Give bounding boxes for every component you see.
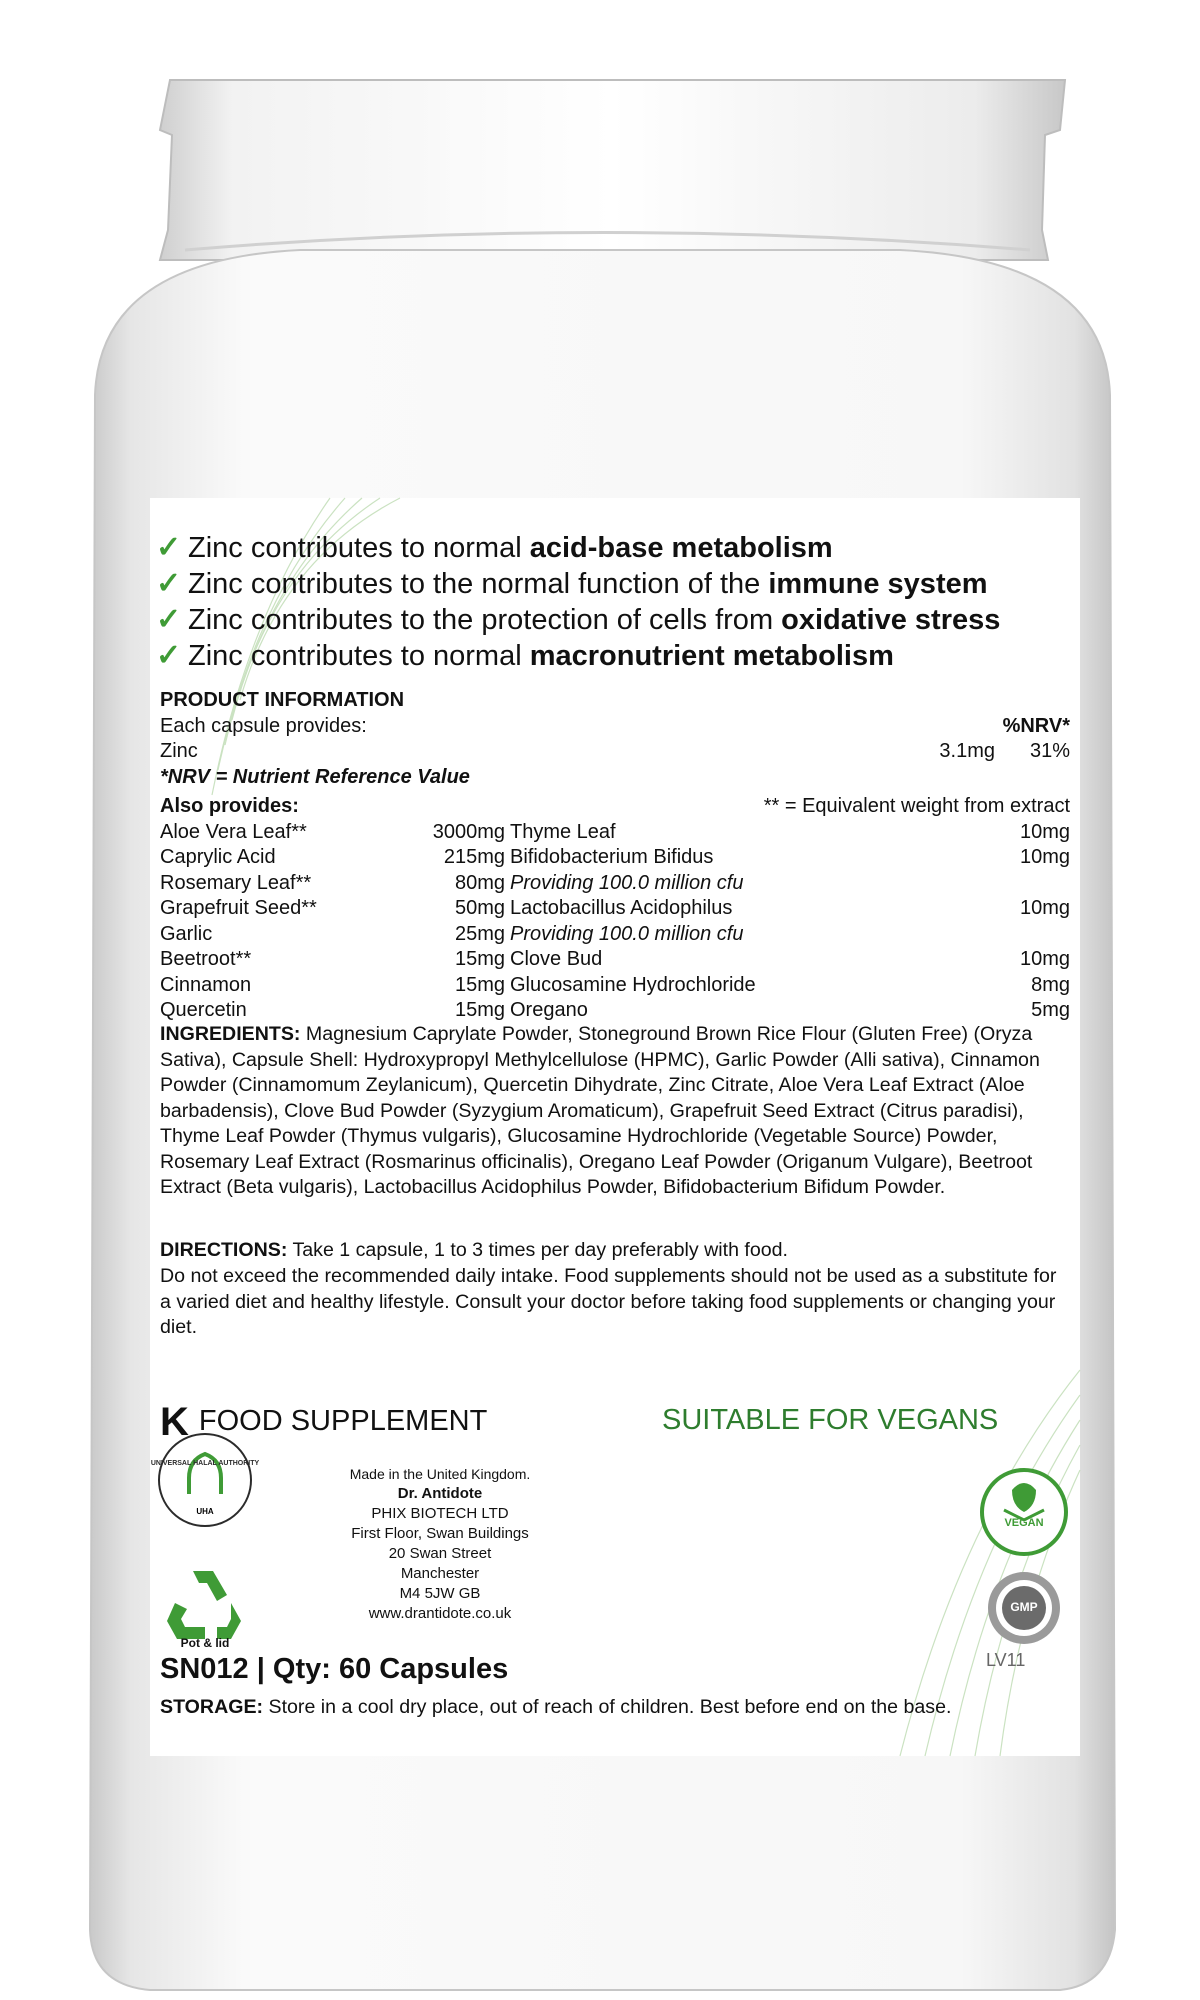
- manufacturer-address: Made in the United Kingdom. Dr. Antidote PHIX BIOTECH LTD First Floor, Swan Buildings 20 Swan Street Manchester M4 5JW GB www.drantidote.co.uk: [349, 1466, 531, 1622]
- ingredient-name: Cinnamon: [160, 973, 252, 996]
- ingredient-name: Beetroot**: [160, 948, 252, 970]
- lv-code: LV11: [986, 1650, 1026, 1670]
- check-icon: ✓: [156, 567, 182, 600]
- ingredients-paragraph: INGREDIENTS: Magnesium Caprylate Powder, Stoneground Brown Rice Flour (Gluten Free) (Oryza Sativa), Capsule Shell: Hydroxypropyl Methylcellulose (HPMC), Garlic Powder (Alli sativa), Cinnamon Powder (Cinnamomum Zeylanicum), Quercetin Dihydrate, Zinc Citrate, Aloe Vera Leaf Extract (Aloe barbadensis), Clove Bud Powder (Syzygium Aromaticum), Grapefruit Seed Extract (Citrus paradisi), Thyme Leaf Powder (Thymus vulgaris), Glucosamine Hydrochloride (Vegetable Source) Powder, Rosemary Leaf Extract (Rosmarinus officinalis), Oregano Leaf Powder (Origanum Vulgare), Beetroot Extract (Beta vulgaris), Lactobacillus Acidophilus Powder, Bifidobacterium Bifidum Powder.: [160, 1023, 1040, 1198]
- also-provides-row: [160, 871, 1070, 897]
- ingredient-name: Rosemary Leaf**: [160, 871, 312, 894]
- also-provides-row: [160, 947, 1070, 973]
- zinc-nrv: 31%: [1029, 740, 1070, 762]
- zinc-name: Zinc: [160, 740, 198, 762]
- ingredient-amount: 15mg: [454, 973, 505, 996]
- also-provides-row: [160, 922, 1070, 948]
- health-claims: [156, 530, 1086, 674]
- each-capsule-label: Each capsule provides:: [160, 714, 367, 737]
- ingredient-amount: 15mg: [454, 948, 505, 970]
- ingredient-amount: 10mg: [1019, 820, 1070, 843]
- ingredient-amount: 10mg: [1019, 897, 1070, 919]
- pot-lid-label: Pot & lid: [180, 1636, 230, 1650]
- check-icon: ✓: [156, 639, 182, 672]
- check-icon: ✓: [156, 531, 182, 564]
- ingredient-amount: 80mg: [454, 871, 505, 894]
- also-provides-row: [160, 820, 1070, 846]
- nrv-header: %NRV*: [1002, 714, 1070, 737]
- claim-macronutrient: ✓ Zinc contributes to normal macronutrient metabolism: [156, 639, 894, 672]
- ingredient-name: Aloe Vera Leaf**: [160, 820, 307, 843]
- zinc-amount: 3.1mg: [939, 740, 995, 762]
- ingredient-name: Garlic: [160, 922, 213, 945]
- equiv-note: ** = Equivalent weight from extract: [763, 795, 1070, 817]
- product-label: [150, 498, 1080, 1756]
- claim-oxidative: ✓ Zinc contributes to the protection of cells from oxidative stress: [156, 603, 1001, 636]
- check-icon: ✓: [156, 603, 182, 636]
- ingredient-amount: 5mg: [1031, 999, 1070, 1021]
- ingredient-amount: 10mg: [1019, 846, 1070, 868]
- also-provides-list: [160, 820, 1070, 1024]
- claim-acid-base: ✓ Zinc contributes to normal acid-base metabolism: [156, 531, 833, 564]
- ingredient-name: Providing 100.0 million cfu: [510, 922, 744, 945]
- ingredient-amount: 3000mg: [432, 820, 505, 843]
- also-provides-row: [160, 973, 1070, 999]
- sku-quantity: SN012 | Qty: 60 Capsules: [160, 1653, 509, 1685]
- ingredient-amount: 50mg: [454, 897, 505, 919]
- ingredient-name: Clove Bud: [510, 948, 603, 970]
- vegan-badge-label: VEGAN: [1004, 1517, 1044, 1529]
- also-provides-row: [160, 896, 1070, 922]
- ingredient-name: Glucosamine Hydrochloride: [510, 973, 756, 996]
- directions-paragraph: DIRECTIONS: Take 1 capsule, 1 to 3 times per day preferably with food.: [160, 1239, 789, 1261]
- ingredient-name: Providing 100.0 million cfu: [510, 871, 744, 894]
- ingredient-amount: 10mg: [1019, 948, 1070, 970]
- product-info-heading: PRODUCT INFORMATION: [160, 689, 405, 711]
- suitable-vegans-text: SUITABLE FOR VEGANS: [662, 1404, 999, 1436]
- product-information: [160, 688, 1070, 1024]
- ingredient-amount: 15mg: [454, 999, 505, 1021]
- ingredient-name: Quercetin: [160, 999, 247, 1021]
- brand-k-logo: K: [160, 1400, 189, 1444]
- ingredient-name: Oregano: [510, 999, 588, 1021]
- gmp-badge-label: GMP: [1010, 1600, 1038, 1614]
- also-provides-row: [160, 845, 1070, 871]
- ingredient-name: Grapefruit Seed**: [160, 897, 317, 919]
- ingredient-name: Thyme Leaf: [510, 820, 616, 843]
- ingredient-name: Bifidobacterium Bifidus: [510, 846, 714, 868]
- food-supplement-heading: K FOOD SUPPLEMENT: [160, 1400, 488, 1444]
- warning-paragraph: Do not exceed the recommended daily intake. Food supplements should not be used as a substitute for a varied diet and healthy lifestyle. Consult your doctor before taking food supplements or changing your diet.: [160, 1265, 1057, 1338]
- claim-immune: ✓ Zinc contributes to the normal function of the immune system: [156, 567, 988, 600]
- halal-text: UNIVERSAL HALAL AUTHORITY: [150, 1460, 260, 1467]
- ingredient-amount: 8mg: [1031, 973, 1070, 996]
- storage-text: STORAGE: Store in a cool dry place, out of reach of children. Best before end on the base.: [160, 1696, 952, 1718]
- also-provides-label: Also provides:: [160, 795, 299, 817]
- svg-text:UHA: UHA: [196, 1507, 214, 1516]
- ingredient-amount: 215mg: [443, 846, 505, 868]
- ingredient-amount: 25mg: [454, 922, 505, 945]
- also-provides-row: [160, 998, 1070, 1024]
- ingredient-name: Caprylic Acid: [160, 846, 276, 868]
- nrv-note: *NRV = Nutrient Reference Value: [160, 765, 470, 788]
- ingredient-name: Lactobacillus Acidophilus: [510, 897, 733, 919]
